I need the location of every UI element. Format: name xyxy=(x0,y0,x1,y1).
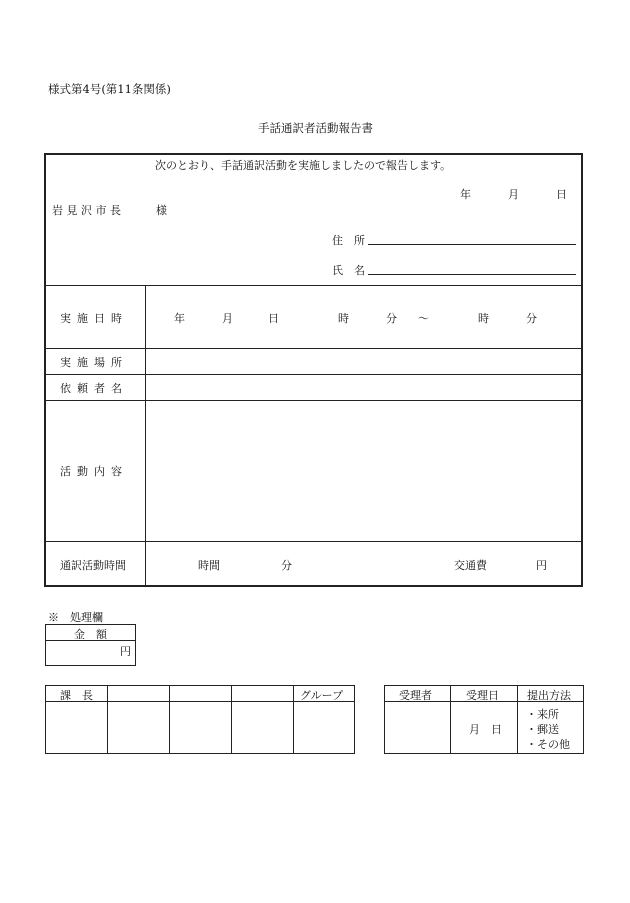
approval-col-divider xyxy=(107,685,108,753)
duration-hours: 時間 xyxy=(198,559,220,572)
place-label: 実施場所 xyxy=(60,356,128,369)
datetime-day: 日 xyxy=(268,312,279,325)
received-month: 月 xyxy=(469,723,480,736)
datetime-label: 実施日時 xyxy=(60,312,128,325)
method-mail: ・郵送 xyxy=(526,723,559,736)
address-field[interactable] xyxy=(368,244,576,245)
row-divider xyxy=(45,285,582,286)
amount-unit: 円 xyxy=(120,645,131,658)
approval-col-divider xyxy=(231,685,232,753)
report-date-month: 月 xyxy=(508,188,519,201)
received-date-label: 受理日 xyxy=(466,689,499,702)
amount-label: 金 額 xyxy=(74,628,107,641)
receipt-col-divider xyxy=(517,685,518,753)
page-title: 手話通訳者活動報告書 xyxy=(258,121,373,135)
submission-method-label: 提出方法 xyxy=(527,689,571,702)
content-label: 活動内容 xyxy=(60,465,128,478)
addressee: 岩 見 沢 市 長 xyxy=(52,204,121,217)
section-chief-label: 課 長 xyxy=(60,689,93,702)
datetime-hour-end: 時 xyxy=(478,312,489,325)
address-label: 住 所 xyxy=(332,234,365,247)
datetime-hour-start: 時 xyxy=(338,312,349,325)
receiver-label: 受理者 xyxy=(399,689,432,702)
intro-text: 次のとおり、手話通訳活動を実施しましたので報告します。 xyxy=(155,159,452,172)
datetime-month: 月 xyxy=(222,312,233,325)
report-date-year: 年 xyxy=(460,188,471,201)
received-day: 日 xyxy=(491,723,502,736)
datetime-minute-end: 分 xyxy=(526,312,537,325)
datetime-minute-start: 分 xyxy=(386,312,397,325)
duration-minutes: 分 xyxy=(281,559,292,572)
report-date-day: 日 xyxy=(556,188,567,201)
approval-col-divider xyxy=(293,685,294,753)
row-divider xyxy=(45,374,582,375)
transport-unit: 円 xyxy=(536,559,547,572)
name-label: 氏 名 xyxy=(332,264,365,277)
row-divider xyxy=(45,541,582,542)
group-label: グループ xyxy=(300,689,344,702)
method-visit: ・来所 xyxy=(526,708,559,721)
row-divider xyxy=(45,348,582,349)
datetime-year: 年 xyxy=(174,312,185,325)
row-divider xyxy=(45,400,582,401)
processing-heading: ※ 処理欄 xyxy=(48,611,103,624)
method-other: ・その他 xyxy=(526,738,570,751)
form-number: 様式第4号(第11条関係) xyxy=(48,82,171,96)
column-divider xyxy=(145,285,146,586)
receipt-col-divider xyxy=(450,685,451,753)
duration-label: 通訳活動時間 xyxy=(60,559,126,572)
datetime-tilde: 〜 xyxy=(418,312,429,325)
approval-col-divider xyxy=(169,685,170,753)
name-field[interactable] xyxy=(368,274,576,275)
transport-label: 交通費 xyxy=(454,559,487,572)
requester-label: 依頼者名 xyxy=(60,382,128,395)
addressee-honorific: 様 xyxy=(156,204,167,217)
main-table xyxy=(44,153,583,587)
